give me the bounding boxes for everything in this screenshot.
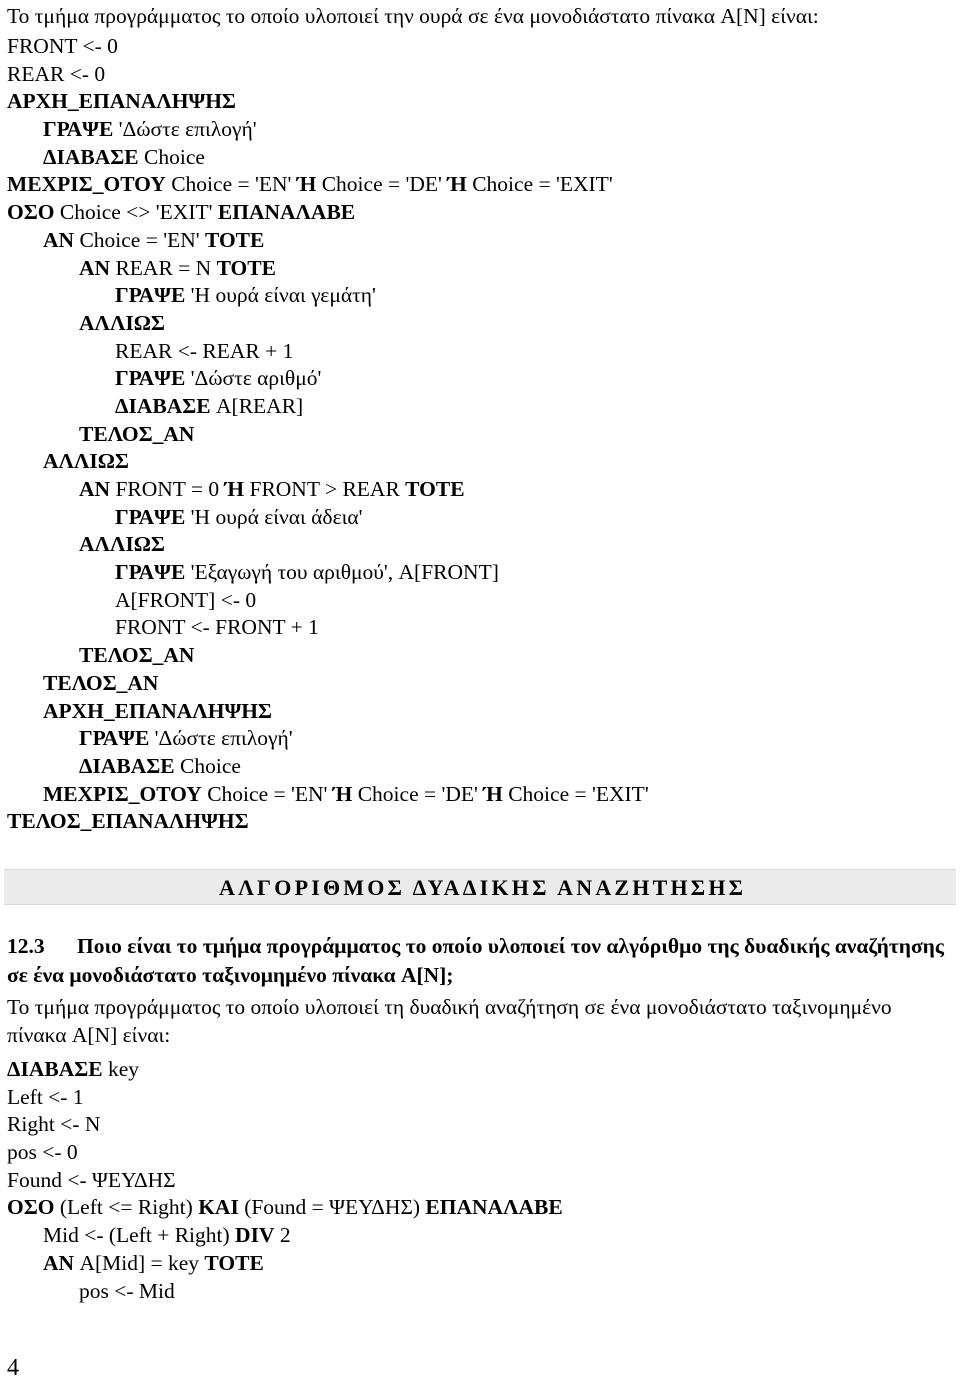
code-line	[7, 614, 947, 642]
code-keyword: ΓΡΑΨΕ	[115, 560, 186, 585]
code-keyword: ΓΡΑΨΕ	[115, 283, 186, 308]
code-line	[7, 725, 947, 753]
code-keyword: ΤΟΤΕ	[405, 477, 465, 501]
code-text: (Left <= Right)	[54, 1195, 199, 1220]
code-text: Choice = 'EN'	[74, 227, 205, 252]
code-line	[7, 282, 947, 310]
binary-search-code-block	[7, 1056, 947, 1305]
code-text: 'Δώστε επιλογή'	[149, 726, 293, 751]
code-text: (Found = ΨΕΥΔΗΣ)	[238, 1195, 426, 1220]
code-keyword: ΔΙΑΒΑΣΕ	[115, 393, 211, 418]
code-text: 2	[274, 1223, 291, 1248]
code-text: Choice <> 'EXIT'	[54, 200, 218, 225]
code-keyword: ΑΝ	[79, 255, 111, 280]
code-text: 'Δώστε αριθμό'	[185, 366, 322, 391]
code-keyword: Ή	[296, 172, 317, 197]
code-keyword: ΓΡΑΨΕ	[115, 366, 186, 391]
code-keyword: ΤΟΤΕ	[204, 1250, 264, 1275]
code-line	[7, 642, 947, 670]
code-line	[7, 421, 947, 449]
code-text: Choice = 'EXIT'	[466, 172, 613, 197]
code-text: FRONT <- FRONT + 1	[115, 615, 319, 640]
code-text: Choice = 'EN'	[165, 172, 297, 197]
code-text: REAR = N	[110, 255, 217, 280]
queue-code-block	[7, 33, 947, 836]
code-text: Right <- N	[7, 1112, 101, 1137]
code-text: A[Mid] = key	[74, 1250, 205, 1275]
code-line	[7, 1139, 947, 1167]
queue-intro-text: Το τμήμα προγράμματος το οποίο υλοποιεί την ουρά σε ένα μονοδιάστατο πίνακα A[N] είναι:	[7, 4, 819, 28]
code-line	[7, 116, 947, 144]
code-text: Found <- ΨΕΥΔΗΣ	[7, 1167, 176, 1192]
code-line	[7, 448, 947, 476]
code-text: Choice = 'EN'	[201, 781, 333, 806]
code-text: 'Δώστε επιλογή'	[113, 117, 257, 142]
code-line	[7, 1194, 947, 1222]
code-line	[7, 698, 947, 726]
code-line	[7, 1056, 947, 1084]
code-keyword: ΑΛΛΙΩΣ	[79, 310, 165, 335]
question-text	[7, 932, 955, 990]
code-text: Left <- 1	[7, 1084, 84, 1109]
code-text: REAR <- 0	[7, 61, 106, 86]
code-keyword: ΓΡΑΨΕ	[43, 117, 114, 142]
code-keyword: ΔΙΑΒΑΣΕ	[79, 753, 175, 778]
code-line	[7, 393, 947, 421]
code-line	[7, 255, 947, 283]
code-line	[7, 1084, 947, 1112]
code-text: REAR <- REAR + 1	[115, 338, 294, 363]
code-text: FRONT > REAR	[244, 477, 406, 501]
code-text: A[REAR]	[210, 393, 304, 418]
code-keyword: ΔΙΑΒΑΣΕ	[43, 144, 139, 169]
code-line	[7, 171, 947, 199]
code-keyword: ΚΑΙ	[198, 1195, 239, 1220]
code-keyword: Ή	[332, 781, 353, 806]
code-line	[7, 310, 947, 338]
question-number: 12.3	[7, 934, 45, 958]
code-line	[7, 61, 947, 89]
code-line	[7, 1111, 947, 1139]
code-keyword: ΤΟΤΕ	[205, 227, 265, 252]
page-number: 4	[7, 1355, 19, 1381]
code-text: Choice	[138, 144, 205, 169]
code-text: 'Η ουρά είναι γεμάτη'	[185, 283, 376, 308]
binary-search-intro-text: Το τμήμα προγράμματος το οποίο υλοποιεί τη δυαδική αναζήτηση σε ένα μονοδιάστατο ταξινομημένο πίνακα A[N] είναι:	[7, 995, 892, 1047]
code-line	[7, 227, 947, 255]
code-keyword: Ή	[447, 172, 467, 197]
code-line	[7, 1250, 947, 1278]
section-header-bar	[4, 869, 956, 905]
code-text: pos <- Mid	[79, 1278, 175, 1303]
code-keyword: ΑΛΛΙΩΣ	[43, 449, 129, 474]
code-text: Choice = 'DE'	[316, 172, 448, 197]
question-body: Ποιο είναι το τμήμα προγράμματος το οποίο υλοποιεί τον αλγόριθμο της δυαδικής αναζήτησης σε ένα μονοδιάστατο ταξινομημένο πίνακα A[N];	[7, 934, 944, 987]
code-line	[7, 808, 947, 836]
code-line	[7, 670, 947, 698]
code-text: pos <- 0	[7, 1140, 78, 1165]
code-text: Choice = 'EXIT'	[502, 781, 649, 806]
code-keyword: ΕΠΑΝΑΛΑΒΕ	[425, 1195, 563, 1220]
code-line	[7, 1167, 947, 1195]
code-text: Choice	[174, 753, 241, 778]
code-keyword: ΟΣΟ	[7, 200, 55, 225]
code-text: 'Εξαγωγή του αριθμού', A[FRONT]	[185, 560, 499, 585]
code-keyword: ΤΕΛΟΣ_ΑΝ	[43, 670, 159, 695]
code-keyword: ΤΕΛΟΣ_ΑΝ	[79, 643, 195, 668]
code-line	[7, 365, 947, 393]
code-line	[7, 199, 947, 227]
code-line	[7, 531, 947, 559]
code-keyword: ΑΝ	[43, 1250, 75, 1275]
code-keyword: Ή	[224, 477, 245, 501]
code-text: Mid <- (Left + Right)	[43, 1223, 236, 1248]
code-line	[7, 33, 947, 61]
code-keyword: ΑΝ	[79, 477, 111, 501]
code-keyword: ΤΕΛΟΣ_ΑΝ	[79, 421, 195, 446]
code-keyword: ΑΡΧΗ_ΕΠΑΝΑΛΗΨΗΣ	[7, 89, 236, 114]
code-keyword: ΔΙΑΒΑΣΕ	[7, 1057, 103, 1081]
code-text: 'Η ουρά είναι άδεια'	[185, 504, 363, 529]
code-line	[7, 476, 947, 504]
code-keyword: ΑΝ	[43, 227, 75, 252]
code-line	[7, 144, 947, 172]
code-text: key	[102, 1057, 140, 1081]
code-line	[7, 753, 947, 781]
code-line	[7, 1222, 947, 1250]
code-line	[7, 1278, 947, 1306]
code-keyword: ΜΕΧΡΙΣ_ΟΤΟΥ	[7, 172, 166, 197]
code-keyword: ΑΡΧΗ_ΕΠΑΝΑΛΗΨΗΣ	[43, 698, 272, 723]
code-keyword: DIV	[235, 1223, 275, 1248]
code-keyword: ΑΛΛΙΩΣ	[79, 532, 165, 557]
code-line	[7, 338, 947, 366]
code-keyword: ΓΡΑΨΕ	[79, 726, 150, 751]
code-keyword: ΤΟΤΕ	[216, 255, 276, 280]
code-line	[7, 587, 947, 615]
code-text: Choice = 'DE'	[352, 781, 484, 806]
code-keyword: Ή	[483, 781, 503, 806]
section-title: ΑΛΓΟΡΙΘΜΟΣ ΔΥΑΔΙΚΗΣ ΑΝΑΖΗΤΗΣΗΣ	[219, 875, 747, 900]
code-text: FRONT <- 0	[7, 34, 118, 58]
code-line	[7, 781, 947, 809]
code-keyword: ΤΕΛΟΣ_ΕΠΑΝΑΛΗΨΗΣ	[7, 809, 249, 834]
code-line	[7, 504, 947, 532]
code-line	[7, 88, 947, 116]
code-keyword: ΕΠΑΝΑΛΑΒΕ	[217, 200, 356, 225]
code-keyword: ΜΕΧΡΙΣ_ΟΤΟΥ	[43, 781, 202, 806]
code-line	[7, 559, 947, 587]
code-keyword: ΟΣΟ	[7, 1195, 55, 1220]
code-keyword: ΓΡΑΨΕ	[115, 504, 186, 529]
code-text: FRONT = 0	[110, 477, 225, 501]
code-text: A[FRONT] <- 0	[115, 587, 257, 612]
